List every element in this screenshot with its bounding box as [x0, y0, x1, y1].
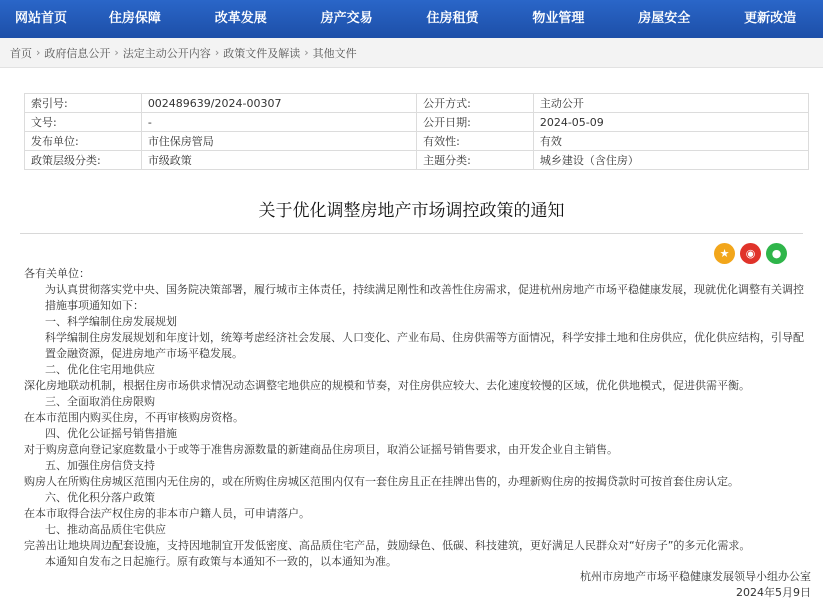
section-text: 在本市范围内购买住房，不再审核购房资格。: [24, 411, 244, 424]
table-row: [25, 151, 809, 170]
article-title: 关于优化调整房地产市场调控政策的通知: [258, 201, 565, 221]
section-text: 完善出让地块周边配套设施，支持因地制宜开发低密度、高品质住宅产品，鼓励绿色、低碳、科技建筑，更好满足人民群众对“好房子”的多元化需求。: [24, 539, 751, 552]
signature-block: [580, 569, 811, 601]
wechat-icon[interactable]: ●: [766, 243, 787, 264]
meta-label: 有效性:: [417, 132, 534, 151]
meta-value: 2024-05-09: [533, 113, 808, 132]
greeting: 各有关单位：: [24, 267, 90, 280]
section-heading: 七、推动高品质住宅供应: [45, 523, 166, 536]
section-heading: 四、优化公证摇号销售措施: [45, 427, 177, 440]
article-body: [24, 266, 812, 570]
breadcrumb: [0, 38, 823, 68]
breadcrumb-policy-docs[interactable]: 政策文件及解读: [223, 46, 301, 60]
breadcrumb-separator: ›: [304, 46, 309, 59]
meta-label: 公开日期:: [417, 113, 534, 132]
nav-urban-renewal[interactable]: 更新改造: [744, 11, 797, 26]
section-text: 深化房地联动机制，根据住房市场供求情况动态调整宅地供应的规模和节奏，对住房供应较大、去化速度较慢的区域，优化供地模式，促进供需平衡。: [24, 379, 750, 392]
meta-value: 市住保房管局: [141, 132, 416, 151]
meta-label: 文号:: [25, 113, 142, 132]
breadcrumb-home[interactable]: 首页: [10, 46, 32, 60]
nav-reform-development[interactable]: 改革发展: [214, 11, 267, 26]
document-metadata-table: [24, 93, 809, 170]
breadcrumb-separator: ›: [36, 46, 41, 59]
nav-housing-rental[interactable]: 住房租赁: [426, 11, 479, 26]
title-divider: [20, 233, 803, 234]
nav-building-safety[interactable]: 房屋安全: [638, 11, 691, 26]
meta-label: 主题分类:: [417, 151, 534, 170]
table-row: [25, 94, 809, 113]
nav-property-management[interactable]: 物业管理: [532, 11, 585, 26]
breadcrumb-statutory[interactable]: 法定主动公开内容: [122, 46, 211, 60]
section-heading: 一、科学编制住房发展规划: [45, 315, 177, 328]
issuer-name: 杭州市房地产市场平稳健康发展领导小组办公室: [580, 570, 811, 583]
meta-value: 城乡建设（含住房）: [533, 151, 808, 170]
star-share-icon[interactable]: ★: [714, 243, 735, 264]
table-row: [25, 113, 809, 132]
section-text: 对于购房意向登记家庭数量小于或等于准售房源数量的新建商品住房项目，取消公证摇号销售要求，由开发企业自主销售。: [24, 443, 618, 456]
intro-paragraph: 为认真贯彻落实党中央、国务院决策部署，履行城市主体责任，持续满足刚性和改善性住房需求，促进杭州房地产市场平稳健康发展，现就优化调整有关调控措施事项通知如下：: [45, 283, 804, 312]
breadcrumb-separator: ›: [114, 46, 119, 59]
section-heading: 三、全面取消住房限购: [45, 395, 155, 408]
meta-label: 索引号:: [25, 94, 142, 113]
meta-value: 主动公开: [533, 94, 808, 113]
closing-paragraph: 本通知自发布之日起施行。原有政策与本通知不一致的，以本通知为准。: [45, 555, 397, 568]
nav-property-trade[interactable]: 房产交易: [320, 11, 373, 26]
section-heading: 六、优化积分落户政策: [45, 491, 155, 504]
section-heading: 二、优化住宅用地供应: [45, 363, 155, 376]
meta-value: -: [141, 113, 416, 132]
section-heading: 五、加强住房信贷支持: [45, 459, 155, 472]
nav-home[interactable]: 网站首页: [14, 11, 67, 26]
breadcrumb-gov-info[interactable]: 政府信息公开: [44, 46, 111, 60]
nav-housing-security[interactable]: 住房保障: [108, 11, 161, 26]
meta-value: 有效: [533, 132, 808, 151]
section-text: 科学编制住房发展规划和年度计划，统筹考虑经济社会发展、人口变化、产业布局、住房供需等方面情况，科学安排土地和住房供应，优化供应结构，引导配置金融资源，促进房地产市场平稳发展。: [45, 331, 804, 360]
meta-value: 市级政策: [141, 151, 416, 170]
meta-label: 政策层级分类:: [25, 151, 142, 170]
issue-date: 2024年5月9日: [736, 586, 811, 599]
weibo-icon[interactable]: ◉: [740, 243, 761, 264]
meta-label: 发布单位:: [25, 132, 142, 151]
breadcrumb-other-docs[interactable]: 其他文件: [312, 46, 357, 60]
section-text: 在本市取得合法产权住房的非本市户籍人员，可申请落户。: [24, 507, 310, 520]
top-navigation: [0, 0, 823, 38]
meta-value: 002489639/2024-00307: [141, 94, 416, 113]
section-text: 购房人在所购住房城区范围内无住房的，或在所购住房城区范围内仅有一套住房且正在挂牌出售的，办理新购住房的按揭贷款时可按首套住房认定。: [24, 475, 739, 488]
breadcrumb-separator: ›: [214, 46, 220, 59]
meta-label: 公开方式:: [417, 94, 534, 113]
table-row: [25, 132, 809, 151]
